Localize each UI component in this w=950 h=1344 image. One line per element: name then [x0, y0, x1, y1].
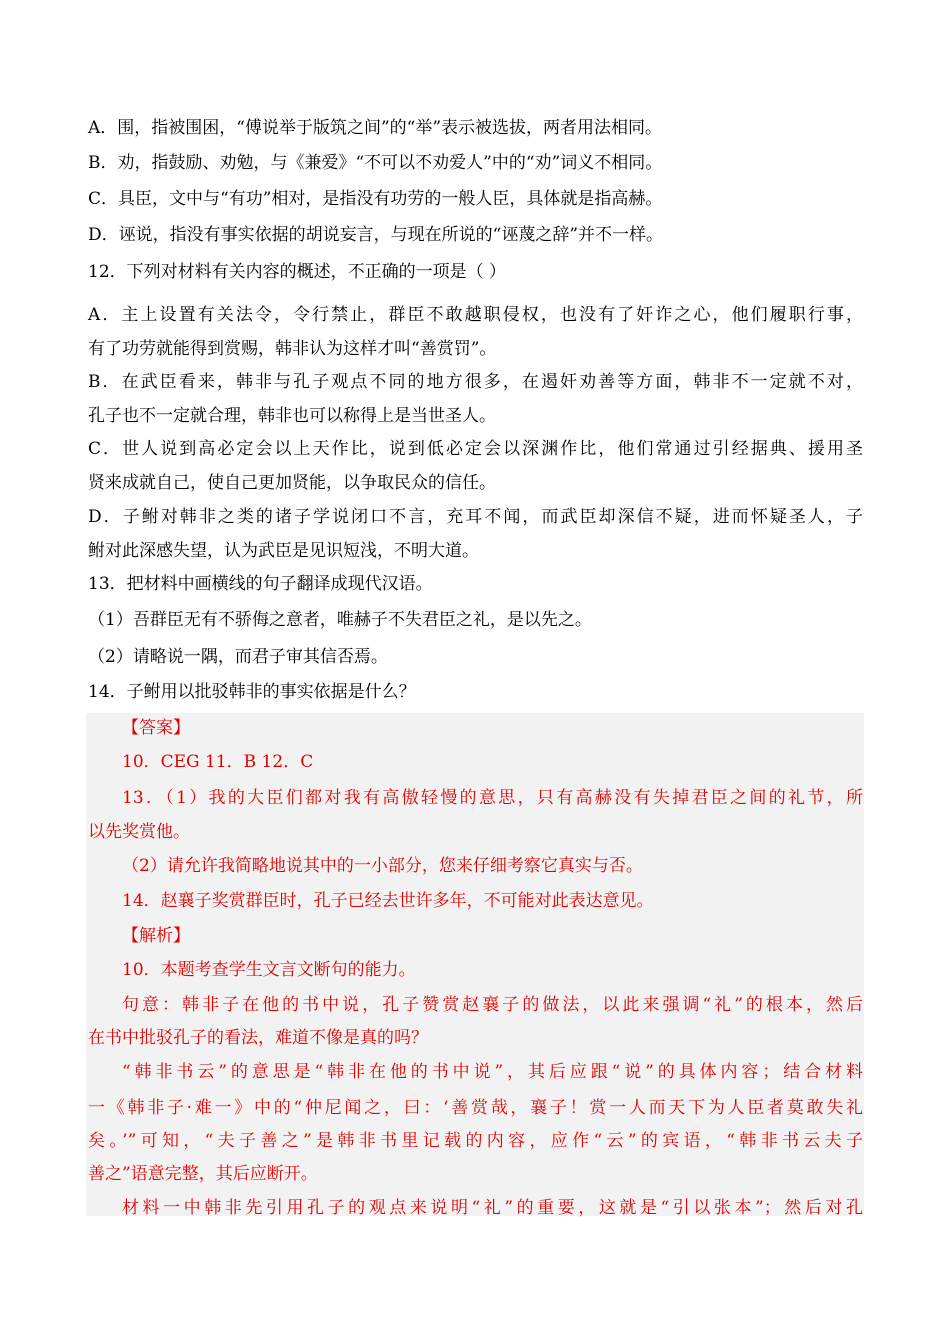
answer-13-2: （2）请允许我简略地说其中的一小部分，您来仔细考察它真实与否。: [122, 856, 643, 876]
q12-option-b-line2: 孔子也不一定就合理，韩非也可以称得上是当世圣人。: [88, 406, 496, 426]
analysis-para3-line4: 善之”语意完整，其后应断开。: [88, 1164, 318, 1184]
answer-heading: 【答案】: [122, 718, 190, 738]
q12-option-c-line1: C．世人说到高必定会以上天作比，说到低必定会以深渊作比，他们常通过引经据典、援用圣: [88, 439, 863, 459]
q11-option-b: B．劝，指鼓励、劝勉，与《兼爱》“不可以不劝爱人”中的“劝”词义不相同。: [88, 153, 663, 173]
q11-option-c: C．具臣，文中与“有功”相对，是指没有功劳的一般人臣，具体就是指高赫。: [88, 189, 663, 209]
analysis-para3-line2: 一《韩非子·难一》中的“仲尼闻之，曰：‘善赏哉，襄子！赏一人而天下为人臣者莫敢失礼: [88, 1098, 863, 1118]
q13-sentence-2: （2）请略说一隅，而君子审其信否焉。: [88, 647, 388, 667]
q12-option-d-line2: 鲋对此深感失望，认为武臣是见识短浅，不明大道。: [88, 541, 479, 561]
analysis-heading: 【解析】: [122, 926, 190, 946]
answer-14: 14．赵襄子奖赏群臣时，孔子已经去世许多年，不可能对此表达意见。: [122, 891, 654, 911]
q11-option-a: A．围，指被围困，“傅说举于版筑之间”的“举”表示被选拔，两者用法相同。: [88, 118, 663, 138]
analysis-sentence-meaning-line2: 在书中批驳孔子的看法，难道不像是真的吗？: [88, 1028, 428, 1048]
q14-stem: 14．子鲋用以批驳韩非的事实依据是什么？: [88, 682, 416, 702]
q12-option-a-line1: A．主上设置有关法令，令行禁止，群臣不敢越职侵权，也没有了奸诈之心，他们履职行事，: [88, 305, 863, 325]
q12-option-c-line2: 贤来成就自己，使自己更加贤能，以争取民众的信任。: [88, 473, 496, 493]
q12-option-b-line1: B．在武臣看来，韩非与孔子观点不同的地方很多，在遏奸劝善等方面，韩非不一定就不对，: [88, 372, 863, 392]
analysis-para4-line1: 材料一中韩非先引用孔子的观点来说明“礼”的重要，这就是“引以张本”；然后对孔: [122, 1198, 863, 1218]
analysis-10-intro: 10．本题考查学生文言文断句的能力。: [122, 960, 416, 980]
analysis-para3-line3: 矣。’”可知，“夫子善之”是韩非书里记载的内容，应作“云”的宾语，“韩非书云夫子: [88, 1131, 863, 1151]
q11-option-d: D．诬说，指没有事实依据的胡说妄言，与现在所说的“诬蔑之辞”并不一样。: [88, 225, 664, 245]
answer-13-1-line2: 以先奖赏他。: [88, 822, 190, 842]
q12-stem: 12．下列对材料有关内容的概述，不正确的一项是（ ）: [88, 262, 507, 282]
analysis-sentence-meaning-line1: 句意：韩非子在他的书中说，孔子赞赏赵襄子的做法，以此来强调“礼”的根本，然后: [122, 995, 863, 1015]
q12-option-d-line1: D．子鲋对韩非之类的诸子学说闭口不言，充耳不闻，而武臣却深信不疑，进而怀疑圣人，子: [88, 507, 863, 527]
q12-option-a-line2: 有了功劳就能得到赏赐，韩非认为这样才叫“善赏罚”。: [88, 339, 497, 359]
q13-stem: 13．把材料中画横线的句子翻译成现代汉语。: [88, 574, 433, 594]
analysis-para3-line1: “韩非书云”的意思是“韩非在他的书中说”，其后应跟“说”的具体内容；结合材料: [122, 1062, 863, 1082]
q13-sentence-1: （1）吾群臣无有不骄侮之意者，唯赫子不失君臣之礼，是以先之。: [88, 610, 592, 630]
answer-13-1-line1: 13．（1）我的大臣们都对我有高傲轻慢的意思，只有高赫没有失掉君臣之间的礼节，所: [122, 788, 863, 808]
answer-multiple-choice: 10．CEG 11．B 12．C: [122, 752, 314, 772]
